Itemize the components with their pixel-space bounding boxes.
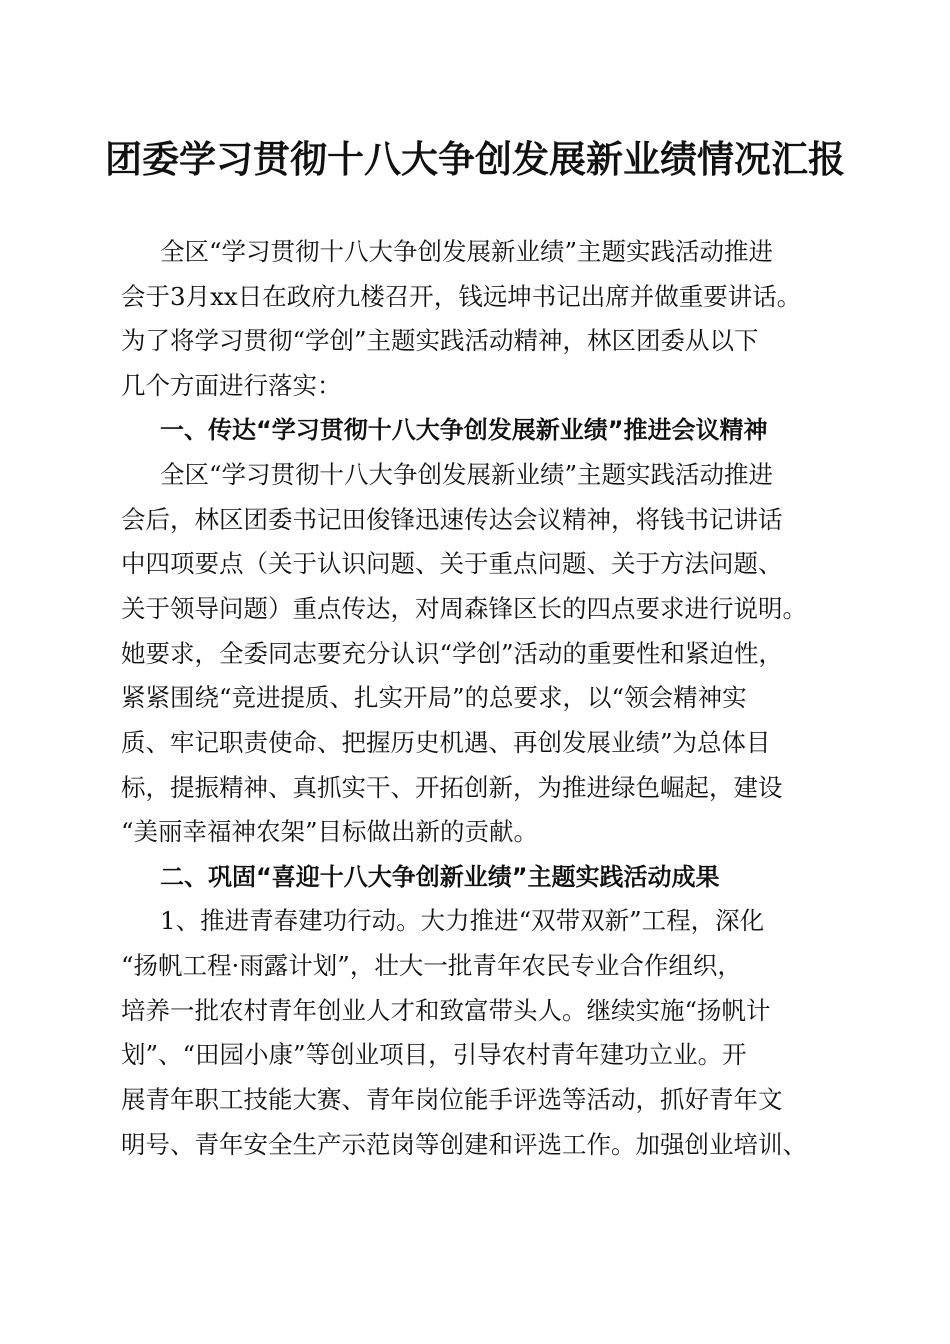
paragraph-line: “美丽幸福神农架”目标做出新的贡献。 <box>121 817 539 846</box>
paragraph-line: 标，提振精神、真抓实干、开拓创新，为推进绿色崛起，建设 <box>121 773 783 802</box>
paragraph-line: 全区“学习贯彻十八大争创发展新业绩”主题实践活动推进 <box>160 460 774 489</box>
paragraph-line: 紧紧围绕“竞进提质、扎实开局”的总要求，以“领会精神实 <box>121 683 747 712</box>
paragraph-line: 会后，林区团委书记田俊锋迅速传达会议精神，将钱书记讲话 <box>121 505 783 534</box>
paragraph-line: 为了将学习贯彻“学创”主题实践活动精神，林区团委从以下 <box>121 326 759 355</box>
document-title: 团委学习贯彻十八大争创发展新业绩情况汇报 <box>105 138 845 181</box>
paragraph-line: 会于3月xx日在政府九楼召开，钱远坤书记出席并做重要讲话。 <box>121 282 802 311</box>
paragraph-line: “扬帆工程·雨露计划”，壮大一批青年农民专业合作组织， <box>121 951 742 980</box>
paragraph-line: 展青年职工技能大赛、青年岗位能手评选等活动，抓好青年文 <box>121 1085 783 1114</box>
paragraph-line: 质、牢记职责使命、把握历史机遇、再创发展业绩”为总体目 <box>121 728 771 757</box>
paragraph-line: 全区“学习贯彻十八大争创发展新业绩”主题实践活动推进 <box>160 237 774 266</box>
paragraph-line: 培养一批农村青年创业人才和致富带头人。继续实施“扬帆计 <box>121 996 771 1025</box>
paragraph-line: 她要求，全委同志要充分认识“学创”活动的重要性和紧迫性， <box>121 639 784 668</box>
section-heading-2: 二、巩固“喜迎十八大争创新业绩”主题实践活动成果 <box>160 863 720 891</box>
section-heading-1: 一、传达“学习贯彻十八大争创发展新业绩”推进会议精神 <box>160 416 768 444</box>
paragraph-line: 几个方面进行落实： <box>121 371 342 400</box>
paragraph-line: 关于领导问题）重点传达，对周森锋区长的四点要求进行说明。 <box>121 594 807 623</box>
paragraph-line: 1、推进青春建功行动。大力推进“双带双新”工程，深化 <box>160 906 765 935</box>
paragraph-line: 明号、青年安全生产示范岗等创建和评选工作。加强创业培训、 <box>121 1130 807 1159</box>
paragraph-line: 中四项要点（关于认识问题、关于重点问题、关于方法问题、 <box>121 549 783 578</box>
paragraph-line: 划”、“田园小康”等创业项目，引导农村青年建功立业。开 <box>121 1040 747 1069</box>
